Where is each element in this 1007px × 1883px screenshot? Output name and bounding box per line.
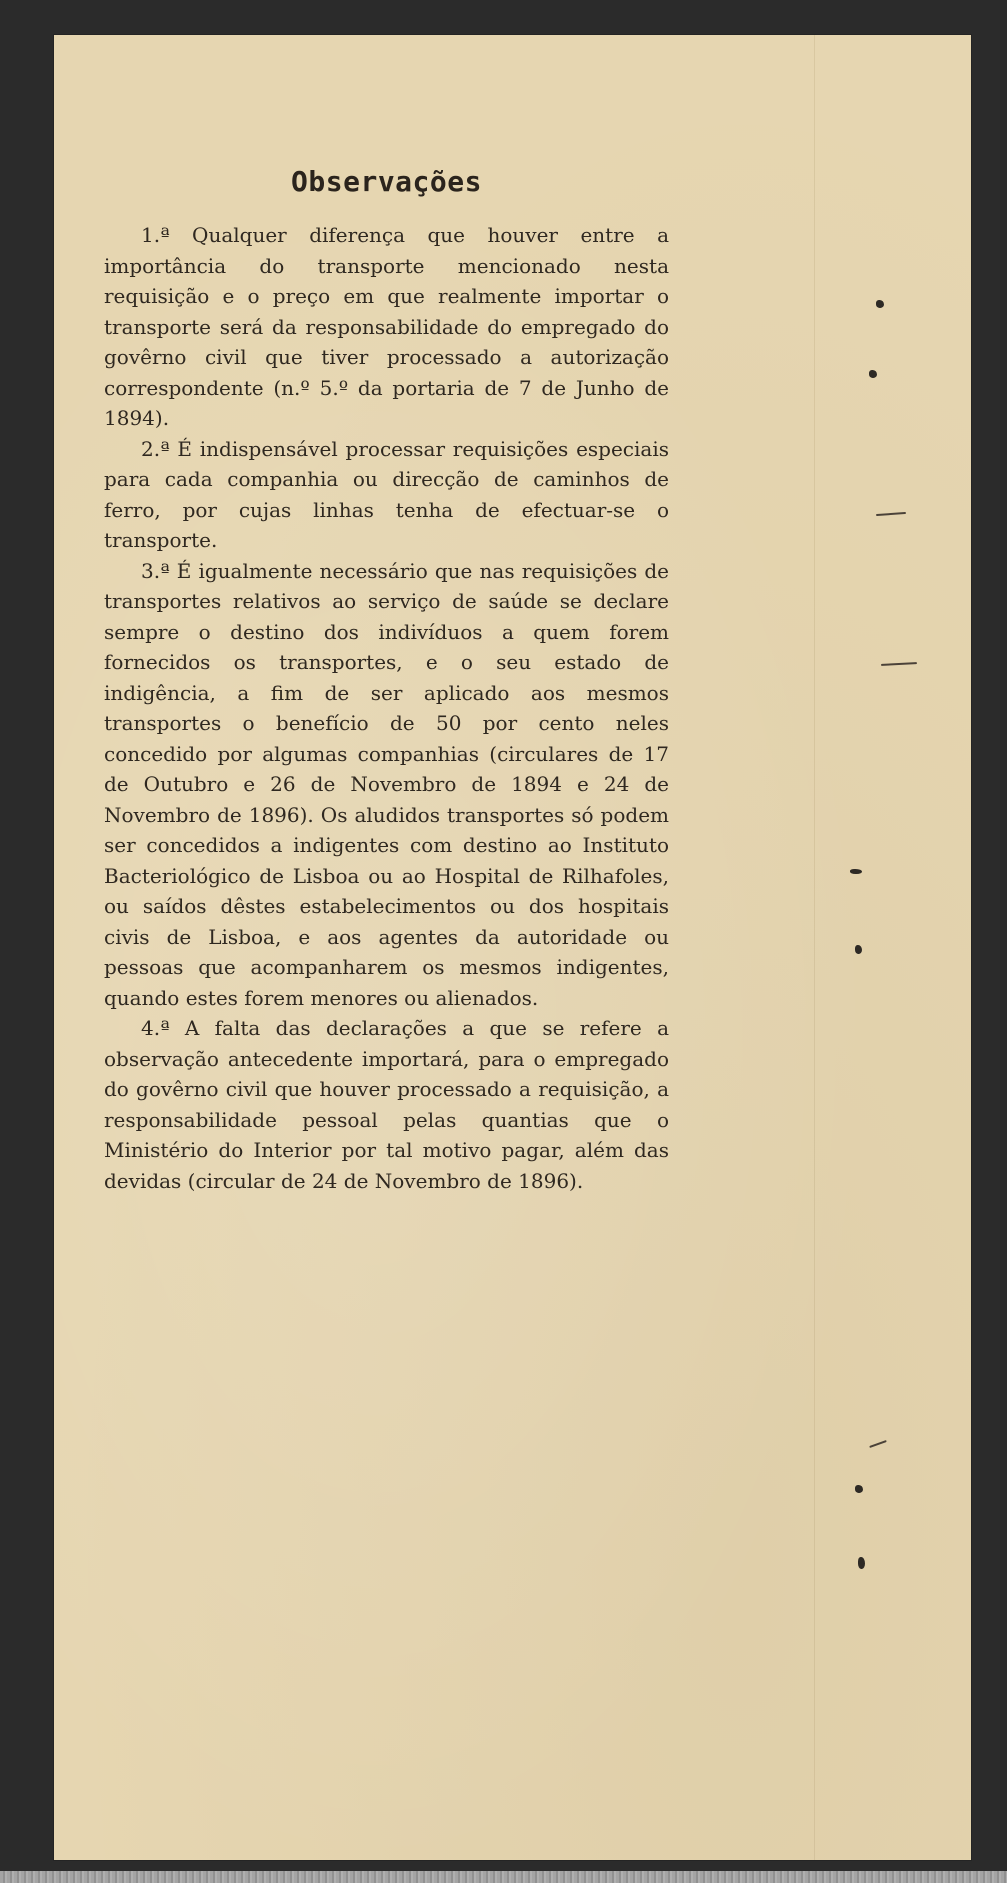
document-page [54, 35, 971, 1860]
punch-hole [869, 370, 877, 378]
binding-mark [881, 662, 917, 666]
observation-paragraph-4: 4.ª A falta das declarações a que se refere a observação antecedente importará, para o empregado do govêrno civil que houver processado a requisição, a responsabilidade pessoal pelas quantias que o Ministério do Interior por tal motivo pagar, além das devidas (circular de 24 de Novembro de 1896). [104, 1016, 669, 1193]
section-title: Observações [291, 165, 482, 198]
binding-mark [869, 1440, 887, 1448]
punch-hole [855, 945, 862, 954]
observation-paragraph-2: 2.ª É indispensável processar requisições especiais para cada companhia ou direcção de caminhos de ferro, por cujas linhas tenha de efectuar-se o transporte. [104, 436, 669, 552]
binding-marks [54, 35, 971, 1860]
punch-hole [855, 1485, 863, 1493]
punch-hole [850, 869, 862, 874]
observation-paragraph-1: 1.ª Qualquer diferença que houver entre a importância do transporte mencionado nesta requisição e o preço em que realmente importar o transporte será da responsabilidade do empregado do govêrno civil que tiver processado a autorização correspondente (n.º 5.º da portaria de 7 de Junho de 1894). [104, 223, 669, 430]
binding-mark [876, 512, 906, 516]
punch-hole [858, 1557, 865, 1569]
punch-hole [876, 300, 884, 308]
scanner-edge [0, 1871, 1007, 1883]
observation-paragraph-3: 3.ª É igualmente necessário que nas requisições de transportes relativos ao serviço de saúde se declare sempre o destino dos indivíduos a quem forem fornecidos os transportes, e o seu estado de indigência, a fim de ser aplicado aos mesmos transportes o benefício de 50 por cento neles concedido por algumas companhias (circulares de 17 de Outubro e 26 de Novembro de 1894 e 24 de Novembro de 1896). Os aludidos transportes só podem ser concedidos a indigentes com destino ao Instituto Bacteriológico de Lisboa ou ao Hospital de Rilhafoles, ou saídos dêstes estabelecimentos ou dos hospitais civis de Lisboa, e aos agentes da autoridade ou pessoas que acompanharem os mesmos indigentes, quando estes forem menores ou alienados. [104, 558, 669, 1010]
